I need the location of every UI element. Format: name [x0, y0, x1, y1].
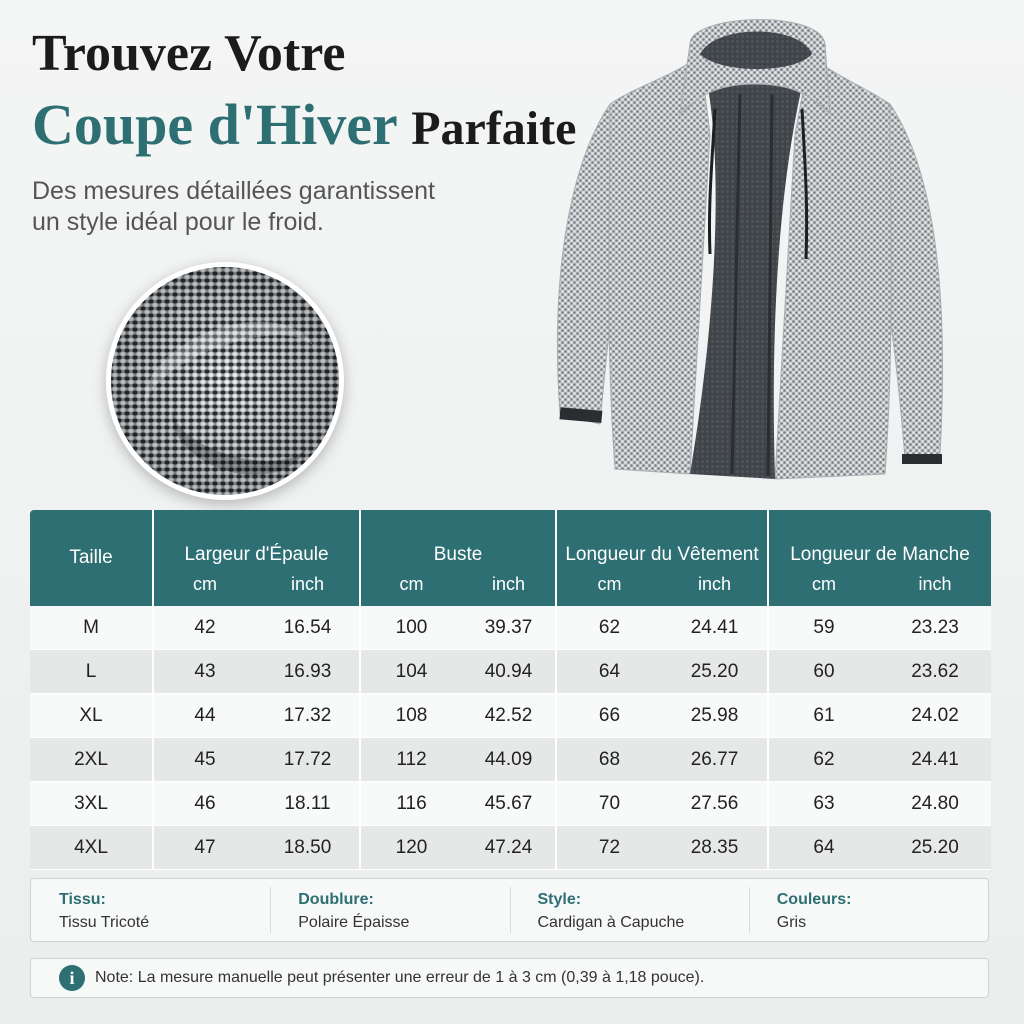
spec-label: Couleurs:: [776, 891, 852, 908]
value-cell: 24.02: [879, 694, 991, 738]
value-cell: 112: [360, 738, 462, 782]
chest-header: Buste: [360, 510, 556, 572]
value-cell: 72: [556, 826, 662, 870]
value-cell: 39.37: [462, 606, 556, 650]
table-row: [30, 606, 991, 650]
spec-fabric: [31, 879, 270, 941]
value-cell: 116: [360, 782, 462, 826]
size-cell: L: [30, 650, 153, 694]
value-cell: 25.20: [662, 650, 768, 694]
value-cell: 42: [153, 606, 256, 650]
sleeve-length-header: Longueur de Manche: [768, 510, 991, 572]
value-cell: 64: [768, 826, 879, 870]
spec-lining: [270, 879, 509, 941]
unit-inch-header: inch: [462, 572, 556, 606]
value-cell: 66: [556, 694, 662, 738]
garment-length-header: Longueur du Vêtement: [556, 510, 768, 572]
spec-colors: [749, 879, 988, 941]
value-cell: 45: [153, 738, 256, 782]
unit-inch-header: inch: [879, 572, 991, 606]
value-cell: 68: [556, 738, 662, 782]
table-row: [30, 782, 991, 826]
info-icon: i: [59, 965, 85, 991]
unit-cm-header: cm: [556, 572, 662, 606]
title-line-2: [32, 92, 577, 157]
spec-style: [510, 879, 749, 941]
table-row: [30, 650, 991, 694]
value-cell: 45.67: [462, 782, 556, 826]
size-cell: 4XL: [30, 826, 153, 870]
value-cell: 18.50: [256, 826, 360, 870]
subtitle-line-2: un style idéal pour le froid.: [32, 208, 324, 237]
table-row: [30, 826, 991, 870]
value-cell: 16.54: [256, 606, 360, 650]
spec-value: Tissu Tricoté: [59, 914, 150, 931]
value-cell: 100: [360, 606, 462, 650]
value-cell: 25.20: [879, 826, 991, 870]
value-cell: 120: [360, 826, 462, 870]
value-cell: 104: [360, 650, 462, 694]
value-cell: 18.11: [256, 782, 360, 826]
value-cell: 64: [556, 650, 662, 694]
subtitle-line-1: Des mesures détaillées garantissent: [32, 177, 435, 205]
spec-value: Cardigan à Capuche: [537, 914, 685, 931]
spec-value: Polaire Épaisse: [298, 914, 410, 931]
value-cell: 25.98: [662, 694, 768, 738]
value-cell: 44: [153, 694, 256, 738]
spec-label: Tissu:: [59, 891, 106, 908]
size-cell: M: [30, 606, 153, 650]
value-cell: 28.35: [662, 826, 768, 870]
value-cell: 24.80: [879, 782, 991, 826]
value-cell: 23.62: [879, 650, 991, 694]
product-specs-panel: [30, 878, 989, 942]
table-row: [30, 738, 991, 782]
value-cell: 60: [768, 650, 879, 694]
fabric-swatch-image: [106, 262, 344, 500]
value-cell: 59: [768, 606, 879, 650]
value-cell: 16.93: [256, 650, 360, 694]
value-cell: 47.24: [462, 826, 556, 870]
spec-value: Gris: [776, 914, 807, 931]
value-cell: 40.94: [462, 650, 556, 694]
value-cell: 42.52: [462, 694, 556, 738]
title-line-1: Trouvez Votre: [32, 25, 346, 82]
value-cell: 46: [153, 782, 256, 826]
jacket-image: [540, 14, 960, 494]
value-cell: 23.23: [879, 606, 991, 650]
unit-cm-header: cm: [768, 572, 879, 606]
size-cell: 2XL: [30, 738, 153, 782]
title-plain: Parfaite: [411, 102, 577, 155]
value-cell: 63: [768, 782, 879, 826]
value-cell: 62: [556, 606, 662, 650]
spec-label: Doublure:: [298, 891, 374, 908]
value-cell: 26.77: [662, 738, 768, 782]
shoulder-width-header: Largeur d'Épaule: [153, 510, 360, 572]
size-cell: 3XL: [30, 782, 153, 826]
hooded-cardigan-icon: [540, 14, 960, 494]
value-cell: 61: [768, 694, 879, 738]
unit-cm-header: cm: [360, 572, 462, 606]
measurement-note: [30, 958, 989, 998]
unit-inch-header: inch: [256, 572, 360, 606]
value-cell: 24.41: [662, 606, 768, 650]
table-row: [30, 694, 991, 738]
spec-label: Style:: [537, 891, 582, 908]
value-cell: 47: [153, 826, 256, 870]
subtitle: [32, 176, 502, 239]
unit-cm-header: cm: [153, 572, 256, 606]
value-cell: 24.41: [879, 738, 991, 782]
value-cell: 43: [153, 650, 256, 694]
note-text: [95, 969, 704, 987]
value-cell: 108: [360, 694, 462, 738]
value-cell: 17.32: [256, 694, 360, 738]
title-accent: Coupe d'Hiver: [32, 92, 397, 157]
value-cell: 44.09: [462, 738, 556, 782]
unit-inch-header: inch: [662, 572, 768, 606]
note-body: La mesure manuelle peut présenter une erreur de 1 à 3 cm (0,39 à 1,18 pouce).: [137, 969, 705, 986]
value-cell: 17.72: [256, 738, 360, 782]
note-prefix: Note:: [95, 969, 134, 986]
value-cell: 62: [768, 738, 879, 782]
value-cell: 70: [556, 782, 662, 826]
size-cell: XL: [30, 694, 153, 738]
size-column-header: Taille: [30, 510, 153, 606]
size-chart-table: [30, 510, 991, 870]
value-cell: 27.56: [662, 782, 768, 826]
